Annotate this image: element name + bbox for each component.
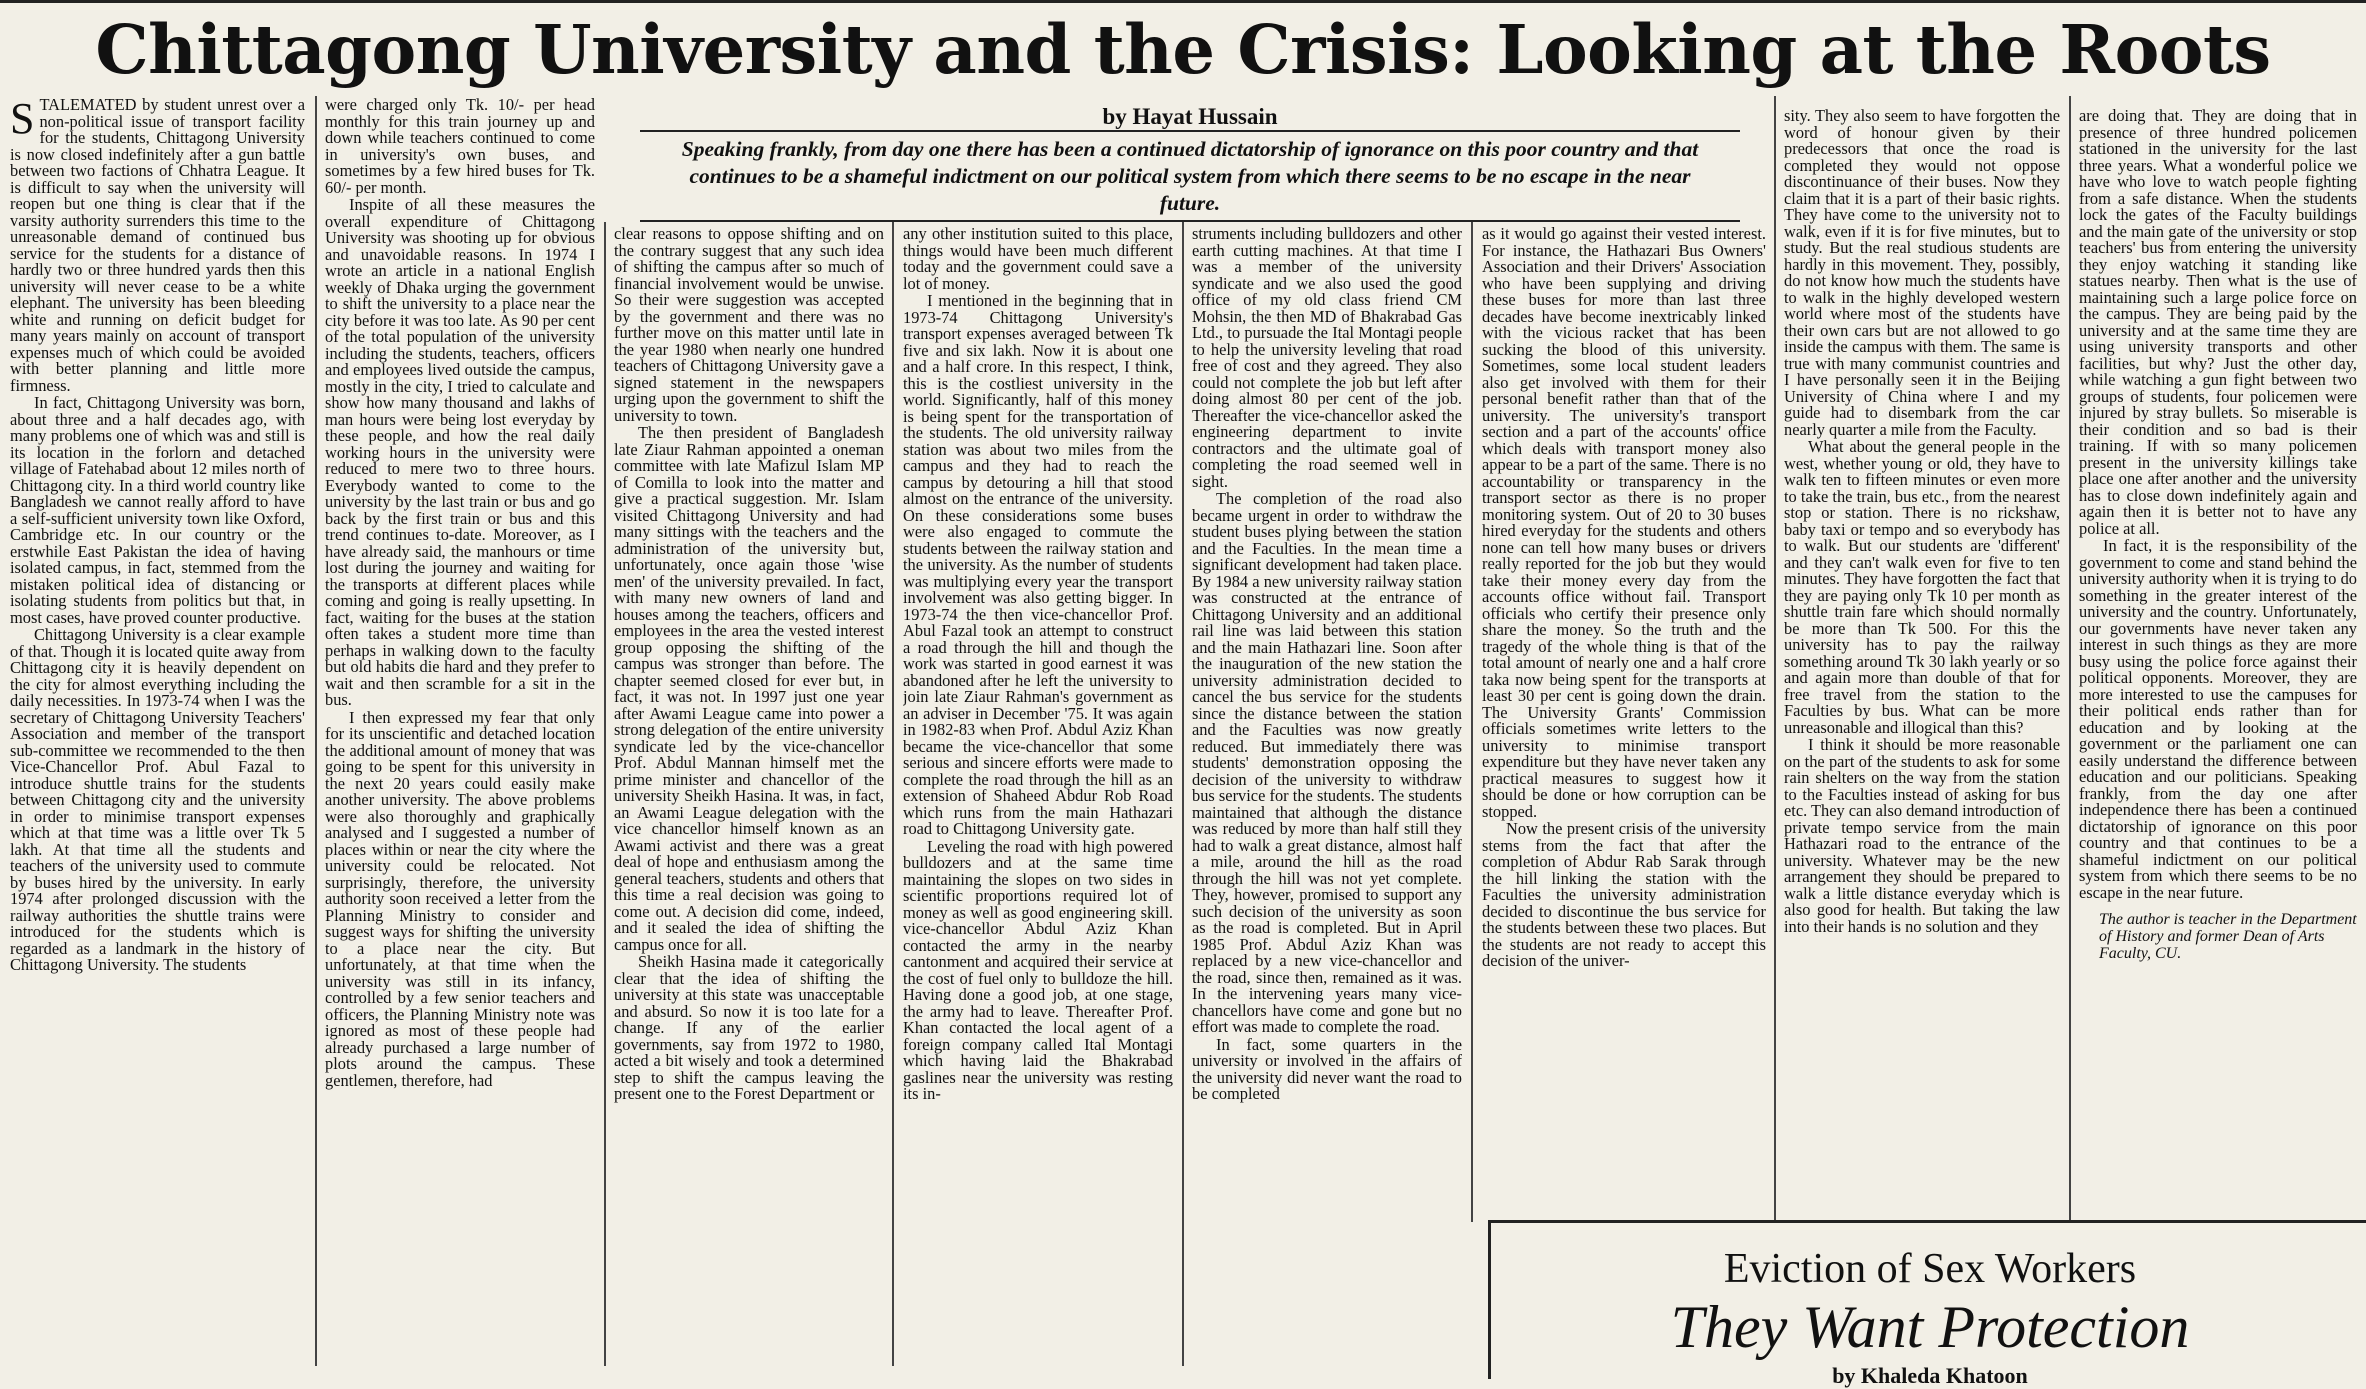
next-article-kicker: Eviction of Sex Workers bbox=[1723, 1246, 2137, 1292]
article-column-3 bbox=[614, 226, 884, 1373]
paragraph: Sheikh Hasina made it categorically clear that the idea of shifting the university at this state was unacceptable and absurd. So now it is too late for a change. If any of the earlier governments, say from 1972 to 1980, acted a bit wisely and took a determined step to shift the campus leaving the present one to the Forest Department or bbox=[614, 952, 884, 1103]
paragraph: In fact, it is the responsibility of the government to come and stand behind the university authority when it is trying to do something in the greater interest of the university and the country. Unfortunately, our governments have never taken any interest in such things as they are more busy using the police force against their political opponents. Moreover, they are more interested to use the campuses for their political ends rather than for education and by looking at the government or the parliament one can easily understand the difference between education and our politicians. Speaking frankly, from the day one after independence there has been a continued dictatorship of ignorance on this poor country and that continues to be a shameful indictment on our political system from which there seems to be no escape in the near future. bbox=[2079, 536, 2357, 902]
column-rule bbox=[315, 96, 317, 1366]
column-rule bbox=[1471, 222, 1473, 1222]
column-rule bbox=[1182, 222, 1184, 1366]
pull-quote: Speaking frankly, from day one there has been a continued dictatorship of ignorance on this poor country and that continues to be a shameful indictment on our political system from which there seems to be no escape in the near future. bbox=[640, 130, 1740, 222]
next-article-headline: They Want Protection bbox=[1670, 1294, 2190, 1360]
article-column-2 bbox=[325, 97, 595, 1373]
paragraph: were charged only Tk. 10/- per head monthly for this train journey up and down while teachers continued to come in university's own buses, and sometimes by a few hired buses for Tk. 60/- per month. bbox=[325, 97, 595, 197]
article-column-6 bbox=[1482, 226, 1766, 1220]
paragraph: What about the general people in the west, whether young or old, they have to walk ten to fifteen minutes or even more to take the train, bus etc., from the nearest stop or station. There is no rickshaw, baby taxi or tempo and so everybody has to walk. But our students are 'different' and they can't walk even for five to ten minutes. They have forgotten the fact that they are paying only Tk 10 per month as shuttle train fare which should normally be more than Tk 500. For this the university has to pay the railway something around Tk 30 lakh yearly or so and again more than double of that for free travel from the station to the Faculties by bus. What can be more unreasonable and illogical than this? bbox=[1784, 437, 2060, 737]
paragraph: Inspite of all these measures the overall expenditure of Chittagong University was shooting up for obvious and unavoidable reasons. In 1974 I wrote an article in a national English weekly of Dhaka urging the government to shift the university to a place near the city before it was too late. As 90 per cent of the total population of the university including the students, teachers, officers and employees lived outside the campus, mostly in the city, I tried to calculate and show how many thousand and lakhs of man hours were being lost everyday by these people, and how the real daily working hours in the university were reduced to mere two to three hours. Everybody wanted to come to the university by the last train or bus and go back by the first train or bus and this trend continues to-date. Moreover, as I have already said, the manhours or time lost during the journey and waiting for the transports at different places while coming and going is really upsetting. In fact, waiting for the buses at the station often takes a student more time than perhaps in walking down to the faculty but old habits die hard and they prefer to wait and then scramble for a sit in the bus. bbox=[325, 195, 595, 709]
next-article-byline: by Khaleda Khatoon bbox=[1832, 1363, 2028, 1388]
paragraph: I then expressed my fear that only for its unscientific and detached location the additional amount of money that was going to be spent for this university in the next 20 years could easily make another university. The above problems were also thoroughly and graphically analysed and I suggested a number of places within or near the city where the university could be relocated. Not surprisingly, therefore, the university authority soon received a letter from the Planning Ministry to consider and suggest ways for shifting the university to a place near the city. But unfortunately, at that time when the university was still in its infancy, controlled by a few senior teachers and officers, the Planning Ministry note was ignored as most of these people had already purchased a large number of plots around the campus. These gentlemen, therefore, had bbox=[325, 707, 595, 1090]
article-column-1 bbox=[10, 97, 305, 1373]
paragraph: as it would go against their vested interest. For instance, the Hathazari Bus Owners' Association and their Drivers' Association who have been supplying and driving these buses for more than last three decades have become inextricably linked with the vicious racket that has been sucking the blood of this university. Sometimes, some local student leaders also get involved with them for their personal benefit rather than that of the university. The university's transport section and a part of the accounts' office which deals with transport money also appear to be a part of the same. There is no accountability or transparency in the transport sector as there is no proper monitoring system. Out of 20 to 30 buses hired everyday for the students and others none can tell how many buses or drivers really reported for the job but they would take their money every day from the accounts office without fail. Transport officials who certify their presence only share the money. So the truth and the tragedy of the whole thing is that of the total amount of nearly one and a half crore taka now being spent for the transports at least 30 per cent is going down the drain. The University Grants' Commission officials sometimes write letters to the university to minimise transport expenditure but they have never taken any practical measures to suggest how it should be done or how corruption can be stopped. bbox=[1482, 226, 1766, 821]
author-note: The author is teacher in the Department of History and former Dean of Arts Faculty, CU. bbox=[2099, 911, 2357, 962]
paragraph: I think it should be more reasonable on the part of the students to ask for some rain shelters on the way from the station to the Faculties instead of asking for bus etc. They can also demand introduction of private tempo service from the main Hathazari road to the entrance of the university. Whatever may be the new arrangement they should be prepared to walk a little distance everyday which is also good for health. But taking the law into their hands is no solution and they bbox=[1784, 735, 2060, 936]
paragraph: Leveling the road with high powered bulldozers and at the same time maintaining the slopes on two sides in scientific proportions required lot of money as well as good engineering skill. vice-chancellor Abdul Aziz Khan contacted the army in the nearby cantonment and acquired their service at the cost of fuel only to bulldoze the hill. Having done a good job, at one stage, the army had to leave. Thereafter Prof. Khan contacted the local agent of a foreign company called Ital Montagi which having laid the Bhakrabad gaslines near the university was resting its in- bbox=[903, 836, 1173, 1103]
paragraph: I mentioned in the beginning that in 1973-74 Chittagong University's transport expenses averaged between Tk five and six lakh. Now it is about one and a half crore. In this respect, I think, this is the costliest university in the world. Significantly, half of this money is being spent for the transportation of the students. The old university railway station was about two miles from the campus and they had to reach the campus by detouring a hill that stood almost on the entrance of the university. On these considerations some buses were also engaged to commute the students between the railway station and the university. As the number of students was multiplying every year the transport involvement was also getting bigger. In 1973-74 the then vice-chancellor Prof. Abul Fazal took an attempt to construct a road through the hill and though the work was started in good earnest it was abandoned after he left the university to join late Ziaur Rahman's government as an adviser in December '75. It was again in 1982-83 when Prof. Abdul Aziz Khan became the vice-chancellor that some serious and sincere efforts were made to complete the road through the hill as an extension of Shaheed Abdur Rob Road which runs from the main Hathazari road to Chittagong University gate. bbox=[903, 291, 1173, 838]
paragraph: In fact, Chittagong University was born, about three and a half decades ago, with many problems one of which was and still is its location in the forlorn and detached village of Fatehabad about 12 miles north of Chittagong city. In a third world country like Bangladesh we cannot really afford to have a self-sufficient university town like Oxford, Cambridge etc. In our country or the erstwhile East Pakistan the idea of having isolated campus, in fact, stemmed from the mistaken political idea of distancing or isolating students from politics but that, in most cases, have proved counter productive. bbox=[10, 393, 305, 627]
paragraph: The completion of the road also became urgent in order to withdraw the student buses plying between the station and the Faculties. In the mean time a significant development had taken place. By 1984 a new university railway station was constructed at the entrance of Chittagong University and an additional rail line was laid between this station and the main Hathazari line. Soon after the inauguration of the new station the university administration decided to cancel the bus service for the students since the distance between the station and the Faculties was now greatly reduced. But immediately there was students' demonstration opposing the decision of the university to withdraw bus service for the students. The students maintained that although the distance was reduced by more than half still they had to walk a great distance, almost half a mile, around the hill as the road through the hill was not yet complete. They, however, promised to support any such decision of the university as soon as the road is completed. But in April 1985 Prof. Abdul Aziz Khan was replaced by a new vice-chancellor and the road, since then, remained as it was. In the intervening years many vice-chancellors have come and gone but no effort was made to complete the road. bbox=[1192, 489, 1462, 1036]
paragraph: Chittagong University is a clear example of that. Though it is located quite away from Chittagong city it is heavily dependent on the city for almost everything including the daily necessities. In 1973-74 when I was the secretary of Chittagong University Teachers' Association and member of the transport sub-committee we recommended to the then Vice-Chancellor Prof. Abul Fazal to introduce shuttle trains for the students between Chittagong city and the university in order to minimise transport expenses which at that time was a little over Tk 5 lakh. At that time all the students and teachers of the university used to commute by buses hired by the university. In early 1974 after prolonged discussion with the railway authorities the shuttle trains were introduced for the students which is regarded as a landmark in the history of Chittagong University. The students bbox=[10, 625, 305, 974]
column-rule bbox=[604, 222, 606, 1366]
paragraph: are doing that. They are doing that in presence of three hundred policemen stationed in the university for the last three years. What a wonderful police we have who love to watch people fighting from a safe distance. When the students lock the gates of the Faculty buildings and the main gate of the university or stop teachers' bus from entering the university they enjoy watching it standing like statues nearby. Then what is the use of maintaining such a large police force on the campus. They are being paid by the university and at the same time they are using university transports and other facilities, but why? Just the other day, while watching a gun fight between two groups of students, four policemen were injured by stray bullets. So miserable is their condition and so bad is their training. If with so many policemen present in the university killings take place one after another and the university has to close down indefinitely again and again then it is better not to have any police at all. bbox=[2079, 108, 2357, 538]
paragraph: struments including bulldozers and other earth cutting machines. At that time I was a member of the university syndicate and we also used the good office of my old class friend CM Mohsin, the then MD of Bhakrabad Gas Ltd., to pursuade the Ital Montagi people to help the university leveling that road free of cost and they agreed. They also could not complete the job but left after doing almost 80 per cent of the job. Thereafter the vice-chancellor asked the engineering department to invite contractors and the ultimate goal of completing the road seemed well in sight. bbox=[1192, 226, 1462, 491]
byline: by Hayat Hussain bbox=[1102, 104, 1278, 129]
column-rule bbox=[892, 222, 894, 1366]
top-rule bbox=[0, 0, 2366, 3]
article-column-5 bbox=[1192, 226, 1462, 1373]
article-column-4 bbox=[903, 226, 1173, 1373]
headline: Chittagong University and the Crisis: Looking at the Roots bbox=[95, 10, 2271, 89]
next-article-box bbox=[1488, 1220, 2366, 1388]
paragraph: any other institution suited to this place, things would have been much different today and the government could save a lot of money. bbox=[903, 226, 1173, 293]
column-rule bbox=[2069, 96, 2071, 1220]
article-column-7 bbox=[1784, 108, 2060, 1220]
article-column-8 bbox=[2079, 108, 2357, 1220]
paragraph: clear reasons to oppose shifting and on the contrary suggest that any such idea of shifting the campus after so much of financial involvement would be unwise. So their were suggestion was accepted by the government and there was no further move on this matter until late in the year 1980 when nearly one hundred teachers of Chittagong University gave a signed statement in the newspapers urging upon the government to shift the university to town. bbox=[614, 226, 884, 425]
paragraph: Now the present crisis of the university stems from the fact that after the completion of Abdur Rab Sarak through the hill linking the station with the Faculties the university administration decided to discontinue the bus service for the students between these two places. But the students are not ready to accept this decision of the univer- bbox=[1482, 819, 1766, 970]
column-rule bbox=[1774, 96, 1776, 1220]
paragraph: In fact, some quarters in the university or involved in the affairs of the university did never want the road to be completed bbox=[1192, 1034, 1462, 1103]
drop-cap: S bbox=[10, 97, 35, 143]
paragraph: STALEMATED by student unrest over a non-political issue of transport facility for the students, Chittagong University is now closed indefinitely after a gun battle between two factions of Chhatra League. It is difficult to say when the university will reopen but one thing is clear that if the varsity authority surrenders this time to the unreasonable demand of continued bus service for the students for a distance of hardly two or three hundred yards then this university will never cease to be a white elephant. The university has been bleeding white and running on deficit budget for many years mainly on account of transport expenses much of which could be avoided with better planning and little more firmness. bbox=[10, 97, 305, 395]
paragraph: The then president of Bangladesh late Ziaur Rahman appointed a oneman committee with late Mafizul Islam MP of Comilla to look into the matter and give a practical suggestion. Mr. Islam visited Chittagong University and had many sittings with the teachers and the administration of the university but, unfortunately, once again those 'wise men' of the university prevailed. In fact, with many new owners of land and houses among the teachers, officers and employees in the area the vested interest group opposing the shifting of the campus was stronger than before. The chapter seemed closed for ever but, in fact, it was not. In 1997 just one year after Awami League came into power a strong delegation of the entire university syndicate led by the vice-chancellor Prof. Abdul Mannan himself met the prime minister and chancellor of the university Sheikh Hasina. It was, in fact, an Awami League delegation with the vice chancellor himself known as an Awami activist and there was a great deal of hope and enthusiasm among the general teachers, students and others that this time a real decision was going to come out. A decision did come, indeed, and it sealed the idea of shifting the campus once for all. bbox=[614, 423, 884, 954]
paragraph: sity. They also seem to have forgotten the word of honour given by their predecessors that once the road is completed they would not oppose discontinuance of their buses. Now they claim that it is a part of their basic rights. They have come to the university not to walk, even if it is for five minutes, but to study. But the real studious students are hardly in this movement. They, possibly, do not know how much the students have to walk in the highly developed western world where most of the students have their own cars but are not allowed to go inside the campus with them. The same is true with many communist countries and I have personally seen it in the Beijing University of China where I and my guide had to disembark from the car nearly quarter a mile from the Faculty. bbox=[1784, 108, 2060, 439]
